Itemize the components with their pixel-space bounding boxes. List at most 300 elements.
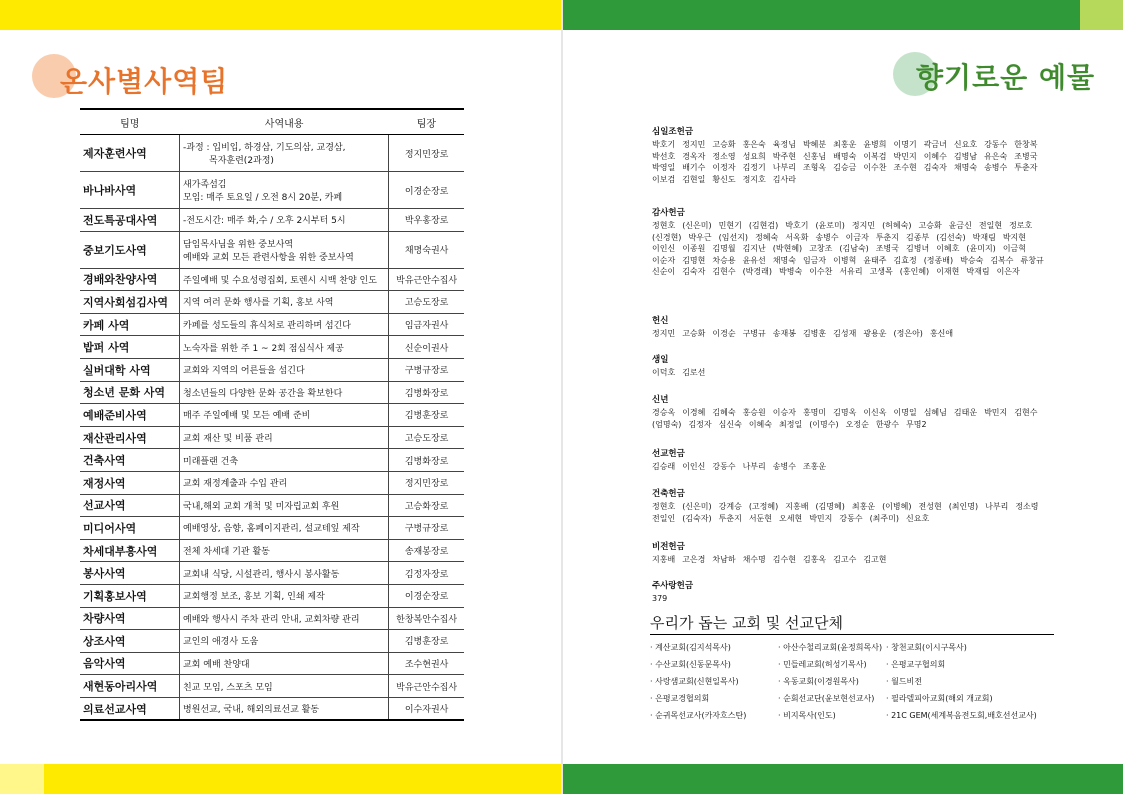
- ministry-leader: 박유근안수집사: [389, 675, 464, 698]
- support-item: · 민들레교회(허성기목사): [778, 659, 867, 670]
- ministry-leader: 박우홍장로: [389, 209, 464, 232]
- ministry-content-line: 친교 모임, 스포츠 모임: [183, 682, 273, 693]
- donor-name: 심신숙: [718, 419, 742, 429]
- ministry-content-line: 병원선교, 국내, 해외의료선교 활동: [183, 705, 320, 716]
- donor-name: 김정기: [742, 163, 766, 172]
- donor-name: 전일인: [652, 513, 676, 523]
- ministry-content: [180, 336, 389, 359]
- donor-name: 송병수: [772, 462, 796, 471]
- donor-name: 전일현: [978, 221, 1003, 230]
- ministry-leader: 박유근안수집사: [389, 268, 464, 291]
- donor-name: 김숙자: [923, 163, 947, 172]
- donor-name: (허혜숙): [882, 221, 912, 230]
- ministry-content-line: 지역 여러 문화 행사를 기획, 홍보 사역: [183, 298, 334, 309]
- ministry-name: 차세대부흥사역: [80, 539, 180, 562]
- top-bar-green-light: [1080, 0, 1123, 30]
- donor-name: 이보검: [652, 174, 676, 184]
- ministry-content: [180, 630, 389, 653]
- ministry-content: [180, 539, 389, 562]
- ministry-name: 선교사역: [80, 494, 180, 517]
- ministry-content: [180, 471, 389, 494]
- ministry-content: [180, 231, 389, 268]
- donor-name: (신은미): [682, 221, 712, 230]
- offering-group-name: 선교헌금: [652, 449, 685, 459]
- donor-name: 이은자: [996, 267, 1020, 276]
- donor-name: 박호기: [785, 221, 809, 230]
- donor-name: 무명2: [906, 419, 927, 429]
- ministry-content-line: 목자훈련(2과정): [209, 156, 274, 166]
- donor-name: 박지현: [1002, 232, 1026, 242]
- donor-name: (최인명): [948, 502, 979, 511]
- ministry-row: [80, 607, 464, 630]
- donor-name: 김명현: [682, 255, 706, 265]
- donor-name: (임선지): [718, 232, 749, 242]
- donor-name: 홍명미: [802, 408, 827, 417]
- donor-name: 김태운: [953, 408, 978, 417]
- donor-name: 차승용: [712, 255, 736, 265]
- donor-name: 김병훈: [802, 329, 827, 338]
- offering-group-members: [652, 593, 1052, 605]
- ministry-name: 차량사역: [80, 607, 180, 630]
- offering-group-members: [652, 461, 1052, 473]
- ministry-content-line: 노숙자를 위한 주 1 ~ 2회 점심식사 제공: [183, 343, 344, 354]
- ministry-content: [180, 584, 389, 607]
- ministry-name: 재산관리사역: [80, 426, 180, 449]
- ministry-content-line: 카페를 성도들의 휴식처로 관리하며 섬긴다: [183, 321, 351, 332]
- offering-group-members: [652, 407, 1052, 430]
- donor-name: (고정혜): [748, 502, 779, 511]
- donor-name: 이재현: [936, 267, 960, 276]
- donor-name: 고창조: [809, 244, 833, 253]
- donor-name: 박선호: [652, 151, 676, 161]
- donor-name: 송병수: [984, 163, 1008, 172]
- donor-name: 김고현: [863, 555, 887, 564]
- ministry-content-line: 예배와 행사시 주차 관리 안내, 교회차량 관리: [183, 614, 360, 625]
- ministry-name: 상조사역: [80, 630, 180, 653]
- ministry-row: [80, 358, 464, 381]
- ministry-row: [80, 268, 464, 291]
- offering-group: [652, 487, 1052, 524]
- offering-group-members: [652, 367, 1052, 379]
- donor-name: 조병국: [875, 244, 899, 253]
- donor-name: 이덕호: [652, 368, 676, 377]
- ministry-row: [80, 231, 464, 268]
- donor-name: 김로선: [682, 368, 706, 377]
- support-item: · 은평교경협의회: [650, 693, 709, 704]
- ministry-content: [180, 494, 389, 517]
- ministry-row: [80, 381, 464, 404]
- donor-name: (윤미지): [966, 244, 996, 253]
- ministry-name: 경배와찬양사역: [80, 268, 180, 291]
- support-item: · 옥동교회(이경원목사): [778, 676, 859, 687]
- donor-name: 김정자: [688, 419, 712, 429]
- donor-name: 김현일: [682, 174, 706, 184]
- ministry-content: [180, 449, 389, 472]
- donor-name: 박영일: [652, 163, 676, 172]
- donor-name: 차남하: [712, 555, 736, 564]
- donor-name: 서옥화: [785, 232, 809, 242]
- support-item: · 사랑샘교회(신현일목사): [650, 676, 739, 687]
- ministry-content-line: 교회 재산 및 비품 관리: [183, 434, 273, 445]
- donor-name: 나부리: [985, 502, 1009, 511]
- donor-name: (정은아): [893, 329, 923, 338]
- ministry-leader: 이경순장로: [389, 172, 464, 209]
- donor-name: 성요희: [742, 151, 766, 161]
- donor-name: 조형옥: [802, 163, 827, 172]
- ministry-row: [80, 313, 464, 336]
- donor-name: 나부리: [772, 163, 796, 172]
- donor-name: 박재림: [972, 232, 996, 242]
- donor-name: 정로호: [1009, 221, 1033, 230]
- donor-name: 김명월: [712, 244, 736, 253]
- ministry-content-line: 매주 주일예배 및 모든 예배 준비: [183, 411, 311, 422]
- donor-name: (김남숙): [839, 244, 869, 253]
- donor-name: (윤로미): [815, 221, 845, 230]
- support-item: · 은평교구협의회: [886, 659, 945, 670]
- donor-name: 심혜님: [923, 408, 947, 417]
- donor-name: 김병녀: [906, 244, 930, 253]
- ministry-content: [180, 404, 389, 427]
- offering-group-members: [652, 328, 1052, 340]
- ministry-content: [180, 562, 389, 585]
- donor-name: 이인신: [682, 462, 706, 471]
- donor-name: 정소영: [712, 151, 736, 161]
- support-item: · 비지목사(인도): [778, 710, 836, 721]
- donor-name: 김명옥: [833, 408, 857, 417]
- donor-name: 강계승: [718, 502, 742, 511]
- donor-name: 김수현: [772, 555, 796, 564]
- donor-name: (김숙자): [682, 513, 712, 523]
- donor-name: 지홍배: [785, 502, 809, 511]
- ministry-content-line: 예배와 교회 모든 관련사항을 위한 중보사역: [183, 252, 354, 263]
- donor-name: 구병규: [742, 329, 766, 338]
- ministry-content-line: 새가족섬김: [183, 180, 227, 190]
- ministry-name: 전도특공대사역: [80, 209, 180, 232]
- ministry-row: [80, 336, 464, 359]
- donor-name: 류창규: [1020, 255, 1044, 265]
- ministry-content-line: -전도시간: 매주 화,수 / 오후 2시부터 5시: [183, 216, 346, 227]
- donor-name: 김혜숙: [712, 408, 736, 417]
- donor-name: 김승래: [652, 462, 676, 471]
- donor-name: 경승옥: [652, 408, 676, 417]
- support-divider: [650, 634, 1054, 635]
- donor-name: 이금자: [845, 232, 869, 242]
- ministry-content-line: 국내,해외 교회 개척 및 미자립교회 후원: [183, 501, 340, 512]
- donor-name: 김현수: [712, 267, 736, 276]
- donor-name: 이혜수: [923, 151, 947, 161]
- header-leader: 팀장: [389, 109, 464, 135]
- donor-name: 이순자: [652, 255, 676, 265]
- donor-name: 이명기: [893, 140, 917, 149]
- donor-name: (이명수): [809, 419, 839, 429]
- donor-name: 이종원: [682, 244, 706, 253]
- top-bar-yellow: [0, 0, 561, 30]
- ministry-name: 미디어사역: [80, 517, 180, 540]
- donor-name: 임금자: [802, 255, 827, 265]
- donor-name: 지홍배: [652, 555, 676, 564]
- donor-name: 이혜호: [936, 244, 960, 253]
- donor-name: 이경순: [712, 329, 736, 338]
- support-item: · 계산교회(김지석목사): [650, 642, 731, 653]
- ministry-content: [180, 675, 389, 698]
- header-content: 사역내용: [180, 109, 389, 135]
- donor-name: (김명혜): [815, 502, 845, 511]
- offering-group-name: 건축헌금: [652, 489, 685, 499]
- donor-name: 배기수: [682, 163, 706, 172]
- donor-name: 박호기: [652, 140, 676, 149]
- donor-name: (김현검): [748, 221, 779, 230]
- ministry-content-line: 모임: 매주 토요일 / 오전 8시 20분, 카페: [183, 193, 343, 203]
- ministry-row: [80, 291, 464, 314]
- ministry-content-line: -과정 : 입비입, 하경삼, 기도의삼, 교경삼,: [183, 143, 346, 153]
- donor-name: 경옥자: [682, 151, 706, 161]
- donor-name: 조수현: [893, 163, 917, 172]
- offering-group-name: 생일: [652, 355, 669, 365]
- ministry-name: 의료선교사역: [80, 697, 180, 720]
- donor-name: (김선숙): [936, 232, 966, 242]
- donor-name: 윤금신: [948, 221, 972, 230]
- donor-name: 최홍운: [851, 502, 876, 511]
- ministry-row: [80, 471, 464, 494]
- ministry-row: [80, 517, 464, 540]
- donor-name: 신홍님: [802, 151, 827, 161]
- ministry-content: [180, 291, 389, 314]
- donor-name: 고승화: [918, 221, 942, 230]
- support-item: · 필라델피아교회(해외 개교회): [886, 693, 993, 704]
- donor-name: 김승금: [833, 163, 857, 172]
- donor-name: 박재림: [966, 267, 990, 276]
- donor-name: 황신도: [712, 174, 736, 184]
- ministry-leader: 고승도장로: [389, 426, 464, 449]
- donor-name: 이신옥: [863, 408, 887, 417]
- donor-name: 정지민: [851, 221, 876, 230]
- ministry-leader: 이수자권사: [389, 697, 464, 720]
- ministry-name: 기획홍보사역: [80, 584, 180, 607]
- donor-name: 이경혜: [682, 408, 706, 417]
- top-bar-green: [563, 0, 1123, 30]
- donor-name: 투춘자: [1014, 163, 1038, 172]
- offering-group: [652, 579, 1052, 605]
- ministry-content-line: 담임목사님을 위한 중보사역: [183, 239, 294, 250]
- ministry-content: [180, 607, 389, 630]
- donor-name: 채수명: [742, 555, 766, 564]
- donor-name: 최홍운: [833, 140, 857, 149]
- ministry-content: [180, 313, 389, 336]
- ministry-name: 밥퍼 사역: [80, 336, 180, 359]
- ministry-leader: 구병규장로: [389, 358, 464, 381]
- ministry-content: [180, 697, 389, 720]
- donor-name: (엄명숙): [652, 419, 682, 429]
- header-team: 팀명: [80, 109, 180, 135]
- donor-name: 강동수: [712, 462, 736, 471]
- donor-name: 최정일: [779, 419, 803, 429]
- donor-name: 정혜숙: [755, 232, 779, 242]
- ministry-content-line: 교인의 애경사 도움: [183, 637, 259, 648]
- donor-name: 투춘지: [875, 232, 899, 242]
- offering-group: [652, 314, 1052, 340]
- donor-name: 박승숙: [960, 255, 984, 265]
- donor-name: 강동수: [839, 513, 863, 523]
- offering-group-members: [652, 554, 1052, 566]
- ministry-row: [80, 449, 464, 472]
- ministry-leader: 고승도장로: [389, 291, 464, 314]
- donor-name: 한창복: [1014, 140, 1038, 149]
- ministry-content-line: 교회 예배 찬양대: [183, 659, 250, 670]
- donor-name: 박민지: [809, 513, 833, 523]
- ministry-leader: 김정자장로: [389, 562, 464, 585]
- ministry-content: [180, 358, 389, 381]
- support-item: · 순귀목선교사(카자흐스탄): [650, 710, 746, 721]
- ministry-name: 청소년 문화 사역: [80, 381, 180, 404]
- donor-name: 379: [652, 594, 668, 603]
- offering-group: [652, 540, 1052, 566]
- donor-name: 정현호: [652, 502, 676, 511]
- donor-name: 박주현: [772, 151, 796, 161]
- donor-name: 조홍운: [802, 462, 827, 471]
- ministry-content: [180, 381, 389, 404]
- donor-name: 김복수: [990, 255, 1014, 265]
- ministry-row: [80, 675, 464, 698]
- donor-name: 곽금녀: [923, 140, 947, 149]
- ministry-leader: 정지민장로: [389, 135, 464, 172]
- donor-name: 윤병희: [863, 140, 887, 149]
- ministry-content-line: 전체 차세대 기관 활동: [183, 547, 270, 558]
- donor-name: 박병숙: [779, 267, 803, 276]
- ministry-leader: 임금자권사: [389, 313, 464, 336]
- offering-group: [652, 447, 1052, 473]
- donor-name: 김종부: [906, 232, 930, 242]
- ministry-row: [80, 494, 464, 517]
- ministry-content-line: 예배영상, 음향, 홈페이지관리, 설교테잎 제작: [183, 524, 360, 535]
- ministry-row: [80, 135, 464, 172]
- donor-name: 이수찬: [809, 267, 833, 276]
- donor-name: (홍인혜): [899, 267, 930, 276]
- bottom-bar-green: [563, 764, 1123, 794]
- ministry-leader: 이경순장로: [389, 584, 464, 607]
- offering-group: [652, 206, 1052, 278]
- donor-name: 박혜분: [802, 140, 827, 149]
- ministry-table: [80, 108, 464, 721]
- donor-name: 박민지: [984, 408, 1008, 417]
- donor-name: 신요호: [953, 140, 978, 149]
- ministry-name: 지역사회섬김사역: [80, 291, 180, 314]
- ministry-row: [80, 562, 464, 585]
- donor-name: 박민지: [893, 151, 917, 161]
- ministry-row: [80, 209, 464, 232]
- ministry-content: [180, 209, 389, 232]
- donor-name: 이병혁: [833, 255, 857, 265]
- donor-name: 배명숙: [833, 151, 857, 161]
- donor-name: 육정님: [772, 140, 796, 149]
- donor-name: 강동수: [984, 140, 1008, 149]
- support-item: · 순회선교단(윤보현선교사): [778, 693, 874, 704]
- offering-group: [652, 353, 1052, 379]
- donor-name: 이인신: [652, 244, 676, 253]
- donor-name: 이명일: [893, 408, 917, 417]
- donor-name: 서둔현: [748, 513, 772, 523]
- donor-name: 이승자: [772, 408, 796, 417]
- bottom-bar-yellow-light: [0, 764, 44, 794]
- ministry-content-line: 주일예배 및 수요성령집회, 토렌시 시백 찬양 인도: [183, 275, 377, 286]
- ministry-content-line: 교회행정 보조, 홍보 기획, 인쇄 제작: [183, 592, 325, 603]
- ministry-name: 카페 사역: [80, 313, 180, 336]
- donor-name: 이정자: [712, 163, 736, 172]
- ministry-leader: 한창복안수집사: [389, 607, 464, 630]
- page-fold: [561, 0, 563, 794]
- offering-group-name: 심일조헌금: [652, 127, 694, 137]
- donor-name: (이병혜): [882, 502, 912, 511]
- donor-name: (최주미): [869, 513, 899, 523]
- left-page-title: 온사별사역팀: [60, 65, 229, 98]
- donor-name: 고승화: [682, 329, 706, 338]
- ministry-leader: 채명숙권사: [389, 231, 464, 268]
- support-item: · 창천교회(이시구목사): [886, 642, 967, 653]
- donor-name: 윤유선: [742, 255, 766, 265]
- right-page-title: 향기로운 예물: [916, 61, 1096, 94]
- donor-name: 홍승원: [742, 408, 766, 417]
- offering-group-name: 신년: [652, 395, 669, 405]
- support-item: · 아산수철리교회(윤정희목사): [778, 642, 882, 653]
- ministry-leader: 고승화장로: [389, 494, 464, 517]
- ministry-name: 새현동아리사역: [80, 675, 180, 698]
- offering-group-name: 헌신: [652, 316, 669, 326]
- ministry-content-line: 미래플랜 건축: [183, 456, 239, 467]
- donor-name: 신요호: [906, 513, 930, 523]
- ministry-leader: 김병훈장로: [389, 630, 464, 653]
- ministry-row: [80, 652, 464, 675]
- ministry-row: [80, 539, 464, 562]
- donor-name: 이금혁: [1002, 244, 1026, 253]
- ministry-name: 실버대학 사역: [80, 358, 180, 381]
- ministry-name: 재정사역: [80, 471, 180, 494]
- ministry-leader: 구병규장로: [389, 517, 464, 540]
- ministry-name: 음악사역: [80, 652, 180, 675]
- donor-name: 정소령: [1015, 502, 1039, 511]
- support-title: 우리가 돕는 교회 및 선교단체: [650, 614, 843, 632]
- donor-name: (박경래): [742, 267, 772, 276]
- donor-name: 나부리: [742, 462, 766, 471]
- ministry-row: [80, 630, 464, 653]
- ministry-leader: 조수현권사: [389, 652, 464, 675]
- donor-name: 정현호: [652, 221, 676, 230]
- donor-name: (정종배): [923, 255, 954, 265]
- donor-name: 전성현: [918, 502, 942, 511]
- ministry-name: 건축사역: [80, 449, 180, 472]
- donor-name: 고생목: [869, 267, 893, 276]
- donor-name: (신경현): [652, 232, 682, 242]
- ministry-content-line: 교회와 지역의 어른들을 섬긴다: [183, 366, 305, 377]
- donor-name: 유은숙: [984, 151, 1008, 161]
- donor-name: (신은미): [682, 502, 712, 511]
- donor-name: 서유리: [839, 267, 863, 276]
- donor-name: 조병국: [1014, 151, 1038, 161]
- ministry-content: [180, 135, 389, 172]
- donor-name: 광용운: [863, 329, 887, 338]
- ministry-content-line: 교회내 식당, 시설관리, 행사시 봉사활동: [183, 569, 340, 580]
- offering-group-members: [652, 139, 1052, 185]
- donor-name: 송병수: [815, 232, 839, 242]
- ministry-row: [80, 404, 464, 427]
- donor-name: 김숙자: [682, 267, 706, 276]
- ministry-name: 중보기도사역: [80, 231, 180, 268]
- ministry-leader: 신순이권사: [389, 336, 464, 359]
- donor-name: 박우근: [688, 232, 712, 242]
- support-item: · 수산교회(신동문목사): [650, 659, 731, 670]
- donor-name: 이복검: [863, 151, 887, 161]
- donor-name: 신순이: [652, 267, 676, 276]
- donor-name: 윤태주: [863, 255, 887, 265]
- donor-name: 이수찬: [863, 163, 887, 172]
